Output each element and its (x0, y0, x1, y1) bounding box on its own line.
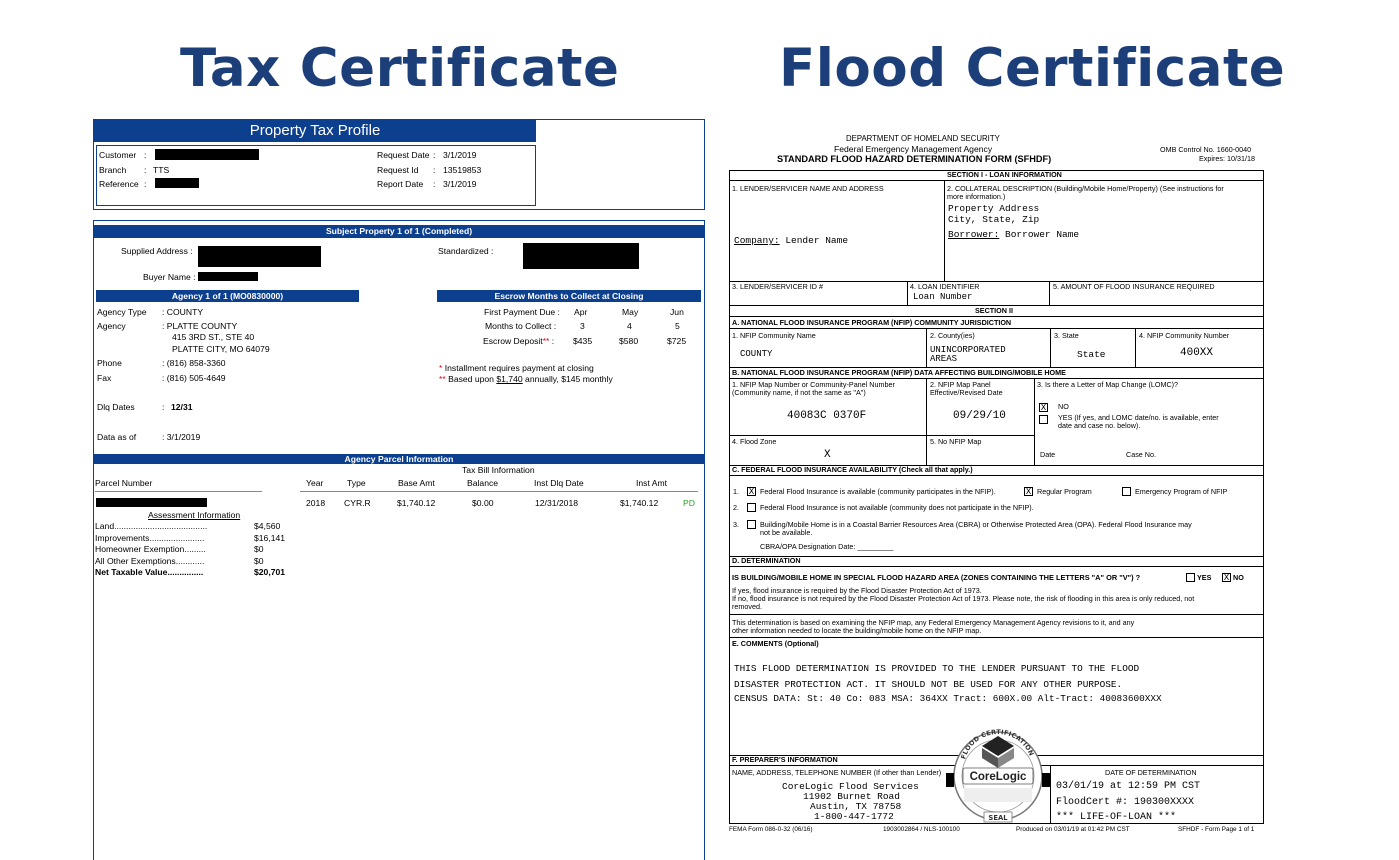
assessment-title: Assessment Information (148, 510, 241, 520)
report-date-label: Report Date (377, 179, 424, 189)
company-label: Company: (734, 235, 780, 246)
row-inst-amt: $1,740.12 (620, 498, 659, 508)
customer-redaction (155, 149, 259, 160)
note2-post: annually, $145 monthly (522, 374, 613, 384)
b1-value: 40083C 0370F (787, 410, 867, 422)
flood-certification-seal (950, 718, 1046, 828)
rule (1050, 328, 1051, 367)
branch-value-prefix: : (144, 165, 147, 175)
dept-title: DEPARTMENT OF HOMELAND SECURITY (846, 134, 1000, 143)
months-apr-value: 3 (580, 321, 585, 331)
tax-certificate-heading: Tax Certificate (180, 38, 620, 99)
escrow-deposit-text: Escrow Deposit (483, 336, 543, 346)
c3-number: 3. (733, 520, 739, 529)
c1-number: 1. (733, 487, 739, 496)
a3-value: State (1077, 349, 1106, 360)
rule (729, 556, 1264, 557)
life-of-loan: *** LIFE-OF-LOAN *** (1056, 812, 1177, 823)
col-inst-dlq-date: Inst Dlq Date (534, 478, 584, 488)
customer-label: Customer (99, 150, 137, 160)
rule (944, 180, 945, 281)
d-text-2: If no, flood insurance is not required by the Flood Disaster Protection Act of 1973. Please note, the risk of flooding in this area is only reduced, not (732, 594, 1195, 603)
section-b-title: B. NATIONAL FLOOD INSURANCE PROGRAM (NFIP) DATA AFFECTING BUILDING/MOBILE HOME (732, 368, 1066, 377)
dlq-dates-colon: : (162, 402, 165, 412)
preparer-line-3: Austin, TX 78758 (810, 801, 902, 812)
preparer-line-1: CoreLogic Flood Services (782, 781, 919, 792)
borrower-label: Borrower: (948, 229, 1000, 240)
f3-label: 3. LENDER/SERVICER ID # (732, 282, 823, 291)
agency-title: Agency 1 of 1 (MO0830000) (96, 290, 359, 302)
annual-note (439, 374, 613, 384)
property-address: Property Address (948, 203, 1040, 214)
rule (729, 637, 1264, 638)
note2-pre: Based upon (445, 374, 497, 384)
rule (729, 180, 1264, 181)
city-state-zip: City, State, Zip (948, 214, 1040, 225)
standardized-redaction (523, 243, 639, 269)
a2-value-1: UNINCORPORATED (930, 345, 1006, 355)
deposit-apr: $435 (573, 336, 593, 346)
c1-regular-checkbox[interactable]: X (1025, 487, 1032, 496)
subject-property-title: Subject Property 1 of 1 (Completed) (94, 225, 704, 238)
fax-label: Fax (97, 373, 112, 383)
rule (1049, 281, 1050, 305)
assessment-homeowner-value: $0 (254, 544, 264, 554)
assessment-net-label: Net Taxable Value............... (95, 567, 204, 577)
assessment-net-value: $20,701 (254, 567, 286, 577)
company-line (734, 235, 848, 246)
agency-label: Agency (97, 321, 126, 331)
c2-checkbox[interactable] (747, 503, 756, 512)
parcel-number-redaction (96, 498, 207, 507)
b4-value: X (824, 449, 831, 461)
sfhdf-title: STANDARD FLOOD HAZARD DETERMINATION FORM (SFHDF) (777, 154, 1052, 164)
property-tax-profile-title: Property Tax Profile (94, 120, 536, 142)
col-base-amt: Base Amt (398, 478, 435, 488)
d-text-1: If yes, flood insurance is required by the Flood Disaster Protection Act of 1973. (732, 586, 982, 595)
lomc-yes-label-2: date and case no. below). (1058, 421, 1141, 430)
dlq-dates-label: Dlq Dates (97, 402, 135, 412)
agency-line-2: 415 3RD ST., STE 40 (172, 332, 255, 342)
c1-available-checkbox[interactable]: X (748, 487, 755, 496)
agency-line-1: : PLATTE COUNTY (162, 321, 238, 331)
a4-label: 4. NFIP Community Number (1139, 331, 1230, 340)
row-base-amt: $1,740.12 (397, 498, 436, 508)
seal-brand-text: CoreLogic (969, 771, 1027, 783)
f4-value: Loan Number (913, 292, 973, 302)
d-text-3: removed. (732, 602, 762, 611)
footer-page: SFHDF - Form Page 1 of 1 (1178, 826, 1255, 833)
rule (729, 475, 1264, 476)
assessment-homeowner-label: Homeowner Exemption......... (95, 544, 206, 554)
d-text-4: This determination is based on examining the NFIP map, any Federal Emergency Management Agency revisions to it, and any (732, 618, 1135, 627)
flood-certificate-heading: Flood Certificate (779, 38, 1286, 99)
rule (729, 378, 1264, 379)
lomc-case-label: Case No. (1126, 450, 1156, 459)
d-no-checkbox[interactable]: X (1223, 573, 1230, 582)
section-a-title: A. NATIONAL FLOOD INSURANCE PROGRAM (NFIP) COMMUNITY JURISDICTION (732, 318, 1012, 327)
col-balance: Balance (467, 478, 499, 488)
lomc-yes-checkbox[interactable] (1039, 415, 1048, 424)
dlq-dates-value: 12/31 (171, 402, 193, 412)
fax-value: : (816) 505-4649 (162, 373, 226, 383)
fema-title: Federal Emergency Management Agency (834, 144, 993, 154)
a1-value: COUNTY (740, 349, 773, 359)
b3-label: 3. Is there a Letter of Map Change (LOMC)? (1037, 380, 1179, 389)
agency-type-value: : COUNTY (162, 307, 204, 317)
c1-emergency-checkbox[interactable] (1122, 487, 1131, 496)
f4-label: 4. LOAN IDENTIFIER (910, 282, 980, 291)
request-id-label: Request Id (377, 165, 419, 175)
month-may: May (622, 307, 639, 317)
d-no-label: NO (1233, 573, 1244, 582)
col-year: Year (306, 478, 324, 488)
parcel-info-title: Agency Parcel Information (94, 454, 704, 464)
section-2-title: SECTION II (975, 306, 1013, 315)
b4-label: 4. Flood Zone (732, 437, 777, 446)
footer-produced: Produced on 03/01/19 at 01:42 PM CST (1016, 826, 1130, 833)
escrow-deposit-colon: : (551, 336, 555, 346)
e-line-2: DISASTER PROTECTION ACT. IT SHOULD NOT BE USED FOR ANY OTHER PURPOSE. (734, 679, 1123, 690)
seal-top-text: FLOOD CERTIFICATION (959, 727, 1036, 761)
b2-value: 09/29/10 (953, 410, 1006, 422)
lomc-date-label: Date (1040, 450, 1056, 459)
agency-type-label: Agency Type (97, 307, 147, 317)
borrower-line (948, 229, 1079, 240)
e-line-1: THIS FLOOD DETERMINATION IS PROVIDED TO THE LENDER PURSUANT TO THE FLOOD (734, 663, 1140, 674)
section-d-title: D. DETERMINATION (732, 556, 801, 565)
rule (729, 566, 1264, 567)
phone-label: Phone (97, 358, 122, 368)
footer-form-number: FEMA Form 086-0-32 (06/16) (729, 826, 813, 833)
data-as-of-value: : 3/1/2019 (162, 432, 201, 442)
assessment-other-value: $0 (254, 556, 264, 566)
floodcert-number: FloodCert #: 190300XXXX (1056, 797, 1195, 808)
assessment-land-value: $4,560 (254, 521, 281, 531)
col-inst-amt: Inst Amt (636, 478, 668, 488)
c1-text: Federal Flood Insurance is available (community participates in the NFIP). (760, 487, 996, 496)
f1-label: 1. LENDER/SERVICER NAME AND ADDRESS (732, 184, 884, 193)
rule (1034, 378, 1035, 465)
supplied-address-label: Supplied Address : (121, 246, 193, 256)
assessment-other-label: All Other Exemptions............ (95, 556, 205, 566)
lomc-yes-label-1: YES (If yes, and LOMC date/no. is available, enter (1058, 413, 1219, 422)
rule (1050, 765, 1051, 824)
row-status: PD (683, 498, 695, 508)
c1-regular-label: Regular Program (1037, 487, 1092, 496)
b2-label-2: Effective/Revised Date (930, 388, 1003, 397)
c2-number: 2. (733, 503, 739, 512)
c2-text: Federal Flood Insurance is not available (community does not participate in the NFIP). (760, 503, 1034, 512)
section-e-title: E. COMMENTS (Optional) (732, 639, 819, 648)
months-to-collect-label: Months to Collect : (485, 321, 557, 331)
customer-colon: : (144, 150, 147, 160)
c3-text-3: CBRA/OPA Designation Date: _________ (760, 542, 894, 551)
e-line-3: CENSUS DATA: St: 40 Co: 083 MSA: 364XX Tract: 600X.00 Alt-Tract: 40083600XXX (734, 693, 1162, 704)
d-question: IS BUILDING/MOBILE HOME IN SPECIAL FLOOD HAZARD AREA (ZONES CONTAINING THE LETTERS "A" OR "V") ? (732, 573, 1141, 582)
escrow-title: Escrow Months to Collect at Closing (437, 290, 701, 302)
section-1-title: SECTION I - LOAN INFORMATION (947, 170, 1062, 179)
rule (729, 435, 1035, 436)
month-jun: Jun (670, 307, 684, 317)
assessment-improvements-label: Improvements....................... (95, 533, 205, 543)
buyer-name-redaction (198, 272, 258, 281)
c3-text-2: not be available. (760, 528, 813, 537)
a4-value: 400XX (1180, 347, 1214, 359)
c3-text-1: Building/Mobile Home is in a Coastal Barrier Resources Area (CBRA) or Otherwise Protected Area (OPA). Federal Flood Insurance may (760, 520, 1192, 529)
request-id-value: 13519853 (443, 165, 482, 175)
b2-label-1: 2. NFIP Map Panel (930, 380, 991, 389)
request-date-value: 3/1/2019 (443, 150, 477, 160)
agency-line-3: PLATTE CITY, MO 64079 (172, 344, 270, 354)
month-apr: Apr (574, 307, 588, 317)
reference-colon: : (144, 179, 147, 189)
seal-bottom-text: SEAL (988, 814, 1008, 822)
rule (907, 281, 908, 305)
lomc-no-label: NO (1058, 402, 1069, 411)
months-jun-value: 5 (675, 321, 680, 331)
b1-label-2: (Community name, if not the same as "A") (732, 388, 866, 397)
dod-value: 03/01/19 at 12:59 PM CST (1056, 781, 1201, 792)
col-type: Type (347, 478, 366, 488)
f-preparer-label: NAME, ADDRESS, TELEPHONE NUMBER (If other than Lender) (732, 768, 942, 777)
preparer-line-4: 1-800-447-1772 (814, 811, 894, 822)
rule (926, 378, 927, 465)
b5-label: 5. No NFIP Map (930, 437, 982, 446)
f2-label-2: more information.) (947, 192, 1006, 201)
first-payment-label: First Payment Due : (484, 307, 560, 317)
assessment-land-label: Land....................................... (95, 521, 208, 531)
parcel-col-rule (95, 491, 262, 492)
note2-amount: $1,740 (496, 374, 523, 384)
report-date-colon: : (433, 179, 436, 189)
a3-label: 3. State (1054, 331, 1079, 340)
buyer-name-label: Buyer Name : (143, 272, 196, 282)
c3-checkbox[interactable] (747, 520, 756, 529)
note1-text: Installment requires payment at closing (442, 363, 594, 373)
expires-date: Expires: 10/31/18 (1199, 154, 1255, 163)
rule (926, 328, 927, 367)
rule (729, 328, 1264, 329)
rule (729, 614, 1264, 615)
a2-label: 2. County(ies) (930, 331, 975, 340)
d-yes-checkbox[interactable] (1186, 573, 1195, 582)
d-text-5: other information needed to locate the building/mobile home on the NFIP map. (732, 626, 982, 635)
b1-label-1: 1. NFIP Map Number or Community-Panel Number (732, 380, 895, 389)
seal-right-tab (1042, 773, 1050, 787)
row-year: 2018 (306, 498, 326, 508)
c1-emergency-label: Emergency Program of NFIP (1135, 487, 1228, 496)
rule (1135, 328, 1136, 367)
preparer-line-2: 11902 Burnet Road (803, 791, 900, 802)
section-c-title: C. FEDERAL FLOOD INSURANCE AVAILABILITY (Check all that apply.) (732, 465, 973, 474)
row-inst-dlq-date: 12/31/2018 (535, 498, 579, 508)
note2-star: ** (439, 374, 446, 384)
f5-label: 5. AMOUNT OF FLOOD INSURANCE REQUIRED (1053, 282, 1215, 291)
months-may-value: 4 (627, 321, 632, 331)
rule (729, 316, 1264, 317)
report-date-value: 3/1/2019 (443, 179, 477, 189)
request-date-colon: : (433, 150, 436, 160)
escrow-deposit-label (483, 336, 554, 346)
borrower-value: Borrower Name (1005, 229, 1080, 240)
data-as-of-label: Data as of (97, 432, 137, 442)
section-f-title: F. PREPARER'S INFORMATION (732, 755, 838, 764)
request-id-colon: : (433, 165, 436, 175)
a2-value-2: AREAS (930, 354, 958, 364)
row-type: CYR.R (344, 498, 371, 508)
phone-value: : (816) 858-3360 (162, 358, 226, 368)
branch-label: Branch (99, 165, 127, 175)
tax-bill-info-label: Tax Bill Information (462, 465, 535, 475)
bill-col-rule (300, 491, 698, 492)
deposit-jun: $725 (667, 336, 687, 346)
supplied-address-redaction (198, 246, 321, 267)
seal-left-tab (946, 773, 954, 787)
dod-label: DATE OF DETERMINATION (1105, 768, 1197, 777)
footer-id: 1903002864 / NLS-100100 (883, 826, 960, 833)
escrow-deposit-stars: ** (542, 336, 550, 346)
row-balance: $0.00 (472, 498, 494, 508)
reference-label: Reference (99, 179, 139, 189)
d-yes-label: YES (1197, 573, 1212, 582)
request-date-label: Request Date (377, 150, 430, 160)
f2-label-1: 2. COLLATERAL DESCRIPTION (Building/Mobile Home/Property) (See instructions for (947, 184, 1224, 193)
branch-value: TTS (153, 165, 170, 175)
note1-star: * (439, 363, 443, 373)
lomc-no-checkbox[interactable]: X (1040, 403, 1047, 412)
assessment-improvements-value: $16,141 (254, 533, 286, 543)
standardized-label: Standardized : (438, 246, 494, 256)
company-value: Lender Name (785, 235, 849, 246)
col-parcel-number: Parcel Number (95, 478, 153, 488)
installment-note (439, 363, 594, 373)
deposit-may: $580 (619, 336, 639, 346)
a1-label: 1. NFIP Community Name (732, 331, 816, 340)
reference-redaction (155, 178, 199, 188)
omb-number: OMB Control No. 1660-0040 (1160, 145, 1252, 154)
seal-graphic (950, 718, 1046, 828)
